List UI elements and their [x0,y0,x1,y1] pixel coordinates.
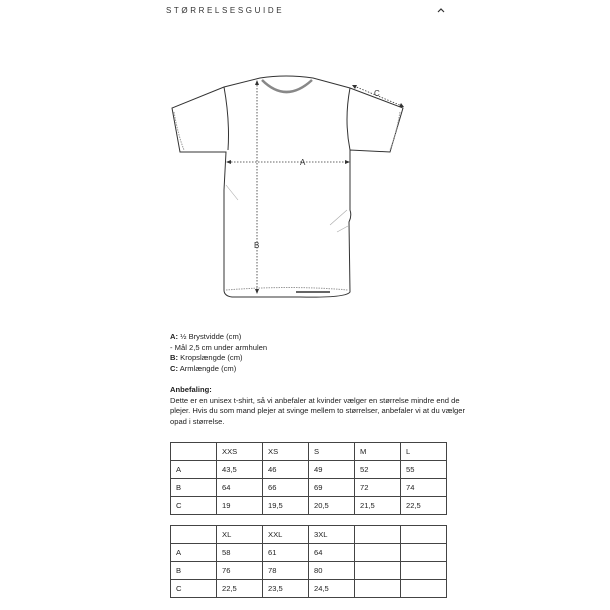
table-cell: 64 [217,479,263,497]
table-cell: 74 [401,479,447,497]
table-cell: 78 [263,562,309,580]
table-cell: A [171,544,217,562]
legend-c: C: Armlængde (cm) [170,363,237,373]
table-cell [355,580,401,598]
table-cell: 46 [263,461,309,479]
table-cell: 52 [355,461,401,479]
table-cell: S [309,443,355,461]
table-cell: 20,5 [309,497,355,515]
table-cell: 22,5 [217,580,263,598]
table-cell [401,526,447,544]
table-cell: XL [217,526,263,544]
table-cell [401,544,447,562]
table-cell [401,580,447,598]
table-cell: 23,5 [263,580,309,598]
table-cell: 19,5 [263,497,309,515]
table-cell: 21,5 [355,497,401,515]
table-cell [355,526,401,544]
table-cell: 3XL [309,526,355,544]
table-cell: 80 [309,562,355,580]
table-cell: M [355,443,401,461]
table-cell: 43,5 [217,461,263,479]
table-cell [171,526,217,544]
table-cell [401,562,447,580]
table-cell: 22,5 [401,497,447,515]
recommendation-title: Anbefaling: [170,384,212,394]
table-cell: 66 [263,479,309,497]
table-cell: 19 [217,497,263,515]
table-cell: 55 [401,461,447,479]
table-cell: 69 [309,479,355,497]
recommendation-text: Dette er en unisex t-shirt, så vi anbefaler at kvinder vælger en størrelse mindre end de plejer. Hvis du som mand plejer at svinge mellem to størrelser, anbefaler vi at du vælger opad i størrelse. [170,395,466,426]
table-cell: B [171,479,217,497]
legend-a-note: - Mål 2,5 cm under armhulen [170,342,268,352]
table-cell: 72 [355,479,401,497]
table-cell: C [171,497,217,515]
table-row [171,497,447,515]
table-cell: 76 [217,562,263,580]
table-cell [355,562,401,580]
table-cell: 64 [309,544,355,562]
measurement-info [170,332,470,427]
table-cell: L [401,443,447,461]
table-cell: A [171,461,217,479]
table-cell [171,443,217,461]
table-cell: 49 [309,461,355,479]
table-cell: 24,5 [309,580,355,598]
table-cell: C [171,580,217,598]
table-cell: B [171,562,217,580]
table-row [171,479,447,497]
legend-a: A: ½ Brystvidde (cm) [170,332,242,341]
table-cell [355,544,401,562]
table-cell: 61 [263,544,309,562]
table-cell: 58 [217,544,263,562]
size-guide-title[interactable]: STØRRELSESGUIDE [166,6,285,15]
label-c: C [374,89,380,98]
size-table-2 [170,525,447,598]
table-cell: XS [263,443,309,461]
table-row [171,562,447,580]
size-table-1 [170,442,447,515]
table-cell: XXL [263,526,309,544]
table-cell: XXS [217,443,263,461]
measurement-lines [228,82,402,292]
label-a: A [300,158,306,167]
table-row [171,580,447,598]
table-row [171,544,447,562]
table-row [171,461,447,479]
label-b: B [254,241,260,250]
tshirt-outline [172,76,403,297]
legend-b: B: Kropslængde (cm) [170,353,243,363]
table-header-row [171,526,447,544]
table-header-row [171,443,447,461]
